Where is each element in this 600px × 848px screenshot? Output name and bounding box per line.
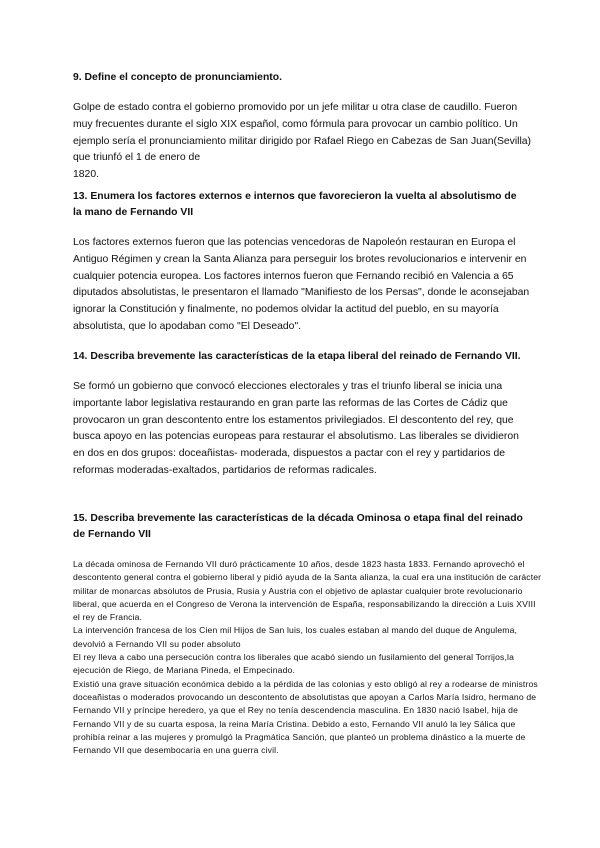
section-question-13 xyxy=(73,189,539,336)
question-heading: 14. Describa brevemente las características de la etapa liberal del reinado de Fernando VII. xyxy=(73,351,521,362)
section-question-14 xyxy=(73,349,539,480)
answer-paragraph: La década ominosa de Fernando VII duró prácticamente 10 años, desde 1823 hasta 1833. Fernando aprovechó el descontento general contra el gobierno liberal y pidió ayuda de la Santa alianza, la cual era una institución de carácter militar de monarcas absolutos de Prusia, Rusia y Austria con el objetivo de aplastar cualquier brote revolucionario liberal, que acuerda en el Congreso de Verona la intervención de España, responsabilizando la dirección a Luis XVIII el rey de Francia. xyxy=(73,559,542,623)
question-heading: 9. Define el concepto de pronunciamiento. xyxy=(73,72,282,83)
answer-paragraph: Existió una grave situación económica debido a la pérdida de las colonias y esto obligó al rey a rodearse de ministros doceañistas o moderados provocando un descontento de absolutistas que apoyan a Carlos María Isidro, hermano de Fernando VII y príncipe heredero, ya que el Rey no tenía descendencia masculina. En 1830 nació Isabel, hija de Fernando VII y de su cuarta esposa, la reina María Cristina. Debido a esto, Fernando VII anuló la ley Sálica que prohibía reinar a las mujeres y promulgó la Pragmática Sanción, que planteó un problema dinástico a la muerte de Fernando VII que desembocaría en una guerra civil. xyxy=(73,678,538,756)
answer-paragraph: El rey lleva a cabo una persecución contra los liberales que acabó siendo un fusilamiento del general Torrijos,la ejecución de Riego, de Mariana Pineda, el Empecinado. xyxy=(73,652,515,676)
answer-text: Golpe de estado contra el gobierno promovido por un jefe militar u otra clase de caudillo. Fueron muy frecuentes durante el siglo XIX español, como fórmula para provocar un cambio político. Un ejemplo sería el pronunciamiento militar dirigido por Rafael Riego en Cabezas de San Juan(Sevilla) que triunfó el 1 de enero de xyxy=(73,102,532,164)
answer-text xyxy=(73,558,543,757)
answer-text: Se formó un gobierno que convocó elecciones electorales y tras el triunfo liberal se inicia una importante labor legislativa restaurando en gran parte las reformas de las Cortes de Cádiz que provocaron un gran descontento entre los estamentos privilegiados. El descontento del rey, que busca apoyo en las potencias europeas para restaurar el absolutismo. Las liberales se dividieron en dos en dos grupos: doceañistas- moderada, dispuestos a pactar con el rey y partidarios de reformas moderadas-exaltados, partidarios de reformas radicales. xyxy=(73,381,519,476)
answer-text-tail: 1820. xyxy=(73,169,100,181)
question-heading: 15. Describa brevemente las características de la década Ominosa o etapa final del reinado de Fernando VII xyxy=(73,513,523,540)
section-question-15 xyxy=(73,511,542,757)
question-heading: 13. Enumera los factores externos e internos que favorecieron la vuelta al absolutismo de la mano de Fernando VII xyxy=(73,191,517,218)
answer-paragraph: La intervención francesa de los Cien mil Hijos de San luis, los cuales estaban al mando del duque de Angulema, devolvió a Fernando VII su poder absoluto xyxy=(73,625,518,649)
section-question-9 xyxy=(73,70,539,184)
answer-text: Los factores externos fueron que las potencias vencedoras de Napoleón restauran en Europa el Antiguo Régimen y crean la Santa Alianza para perseguir los brotes revolucionarios e intervenir en cualquier potencia europea. Los factores internos fueron que Fernando recibió en Valencia a 65 diputados absolutistas, le presentaron el llamado "Manifiesto de los Persas", donde le aconsejaban ignorar la Constitución y finalmente, no podemos olvidar la actitud del pueblo, en su mayoría absolutista, que lo apodaban como "El Deseado". xyxy=(73,237,530,332)
